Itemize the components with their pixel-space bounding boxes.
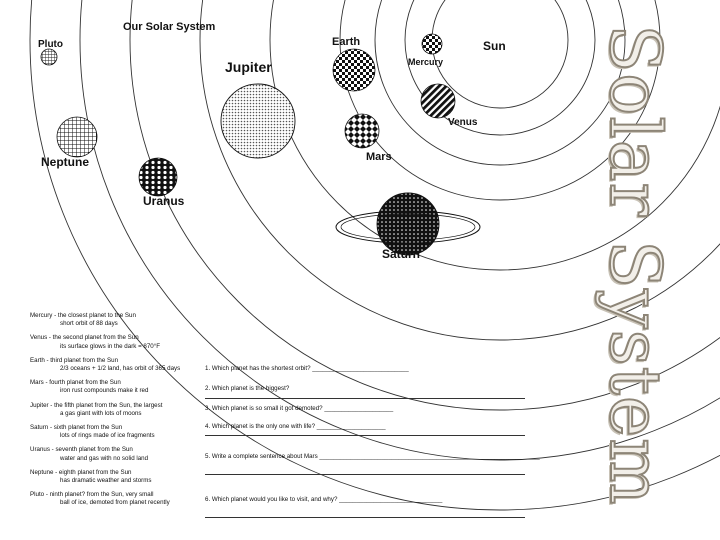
- answer-line[interactable]: [205, 435, 525, 436]
- neptune-label: Neptune: [41, 155, 89, 169]
- fact-item: Pluto - ninth planet? from the Sun, very small ball of ice, demoted from planet recently: [30, 491, 170, 507]
- fact-item: Mercury - the closest planet to the Sun short orbit of 88 days: [30, 312, 136, 328]
- fact-item: Neptune - eighth planet from the Sun has dramatic weather and storms: [30, 468, 152, 485]
- fact-item: Jupiter - the fifth planet from the Sun, the largest a gas giant with lots of moons: [30, 401, 163, 417]
- neptune-planet: [57, 117, 97, 157]
- jupiter-planet: [221, 84, 295, 158]
- fact-item: Venus - the second planet from the Sun its surface glows in the dark = 870°F: [30, 334, 160, 350]
- mars-planet: [345, 114, 379, 148]
- fact-item: Saturn - sixth planet from the Sun lots of rings made of ice fragments: [30, 424, 155, 440]
- venus-label: Venus: [448, 117, 478, 128]
- diagram-title: Our Solar System: [123, 21, 216, 33]
- pluto-label: Pluto: [38, 39, 63, 50]
- side-title: [590, 24, 680, 506]
- mars-label: Mars: [366, 151, 392, 163]
- question-2: 2. Which planet is the biggest?: [205, 385, 290, 392]
- side-title-text: Solar System: [594, 24, 676, 506]
- question-6: 6. Which planet would you like to visit, and why? ______________________________: [205, 496, 443, 503]
- question-3: 3. Which planet is so small it got demoted? ____________________: [205, 405, 394, 412]
- fact-item: Uranus - seventh planet from the Sun water and gas with no solid land: [30, 446, 149, 462]
- earth-planet: [333, 49, 375, 91]
- pluto-planet: [41, 49, 57, 65]
- uranus-label: Uranus: [143, 194, 185, 208]
- jupiter-label: Jupiter: [225, 59, 272, 75]
- question-5: 5. Write a complete sentence about Mars ________________________________________________________________: [205, 453, 540, 460]
- answer-line[interactable]: [205, 517, 525, 518]
- question-4: 4. Which planet is the only one with life? ____________________: [205, 423, 386, 430]
- question-1: 1. Which planet has the shortest orbit? ____________________________: [205, 365, 409, 372]
- saturn-label: Saturn: [382, 247, 421, 261]
- mercury-planet: [422, 34, 442, 54]
- venus-planet: [421, 84, 455, 118]
- uranus-planet: [139, 158, 177, 196]
- sun-label: Sun: [483, 39, 506, 53]
- answer-line[interactable]: [205, 474, 525, 475]
- planet-facts-list: [30, 312, 202, 514]
- fact-item: Mars - fourth planet from the Sun iron rust compounds make it red: [30, 379, 149, 395]
- earth-label: Earth: [332, 36, 361, 48]
- saturn-planet: [336, 193, 480, 255]
- fact-item: Earth - third planet from the Sun 2/3 oceans + 1/2 land, has orbit of 365 days: [30, 356, 181, 373]
- mercury-label: Mercury: [408, 57, 444, 67]
- answer-line[interactable]: [205, 398, 525, 399]
